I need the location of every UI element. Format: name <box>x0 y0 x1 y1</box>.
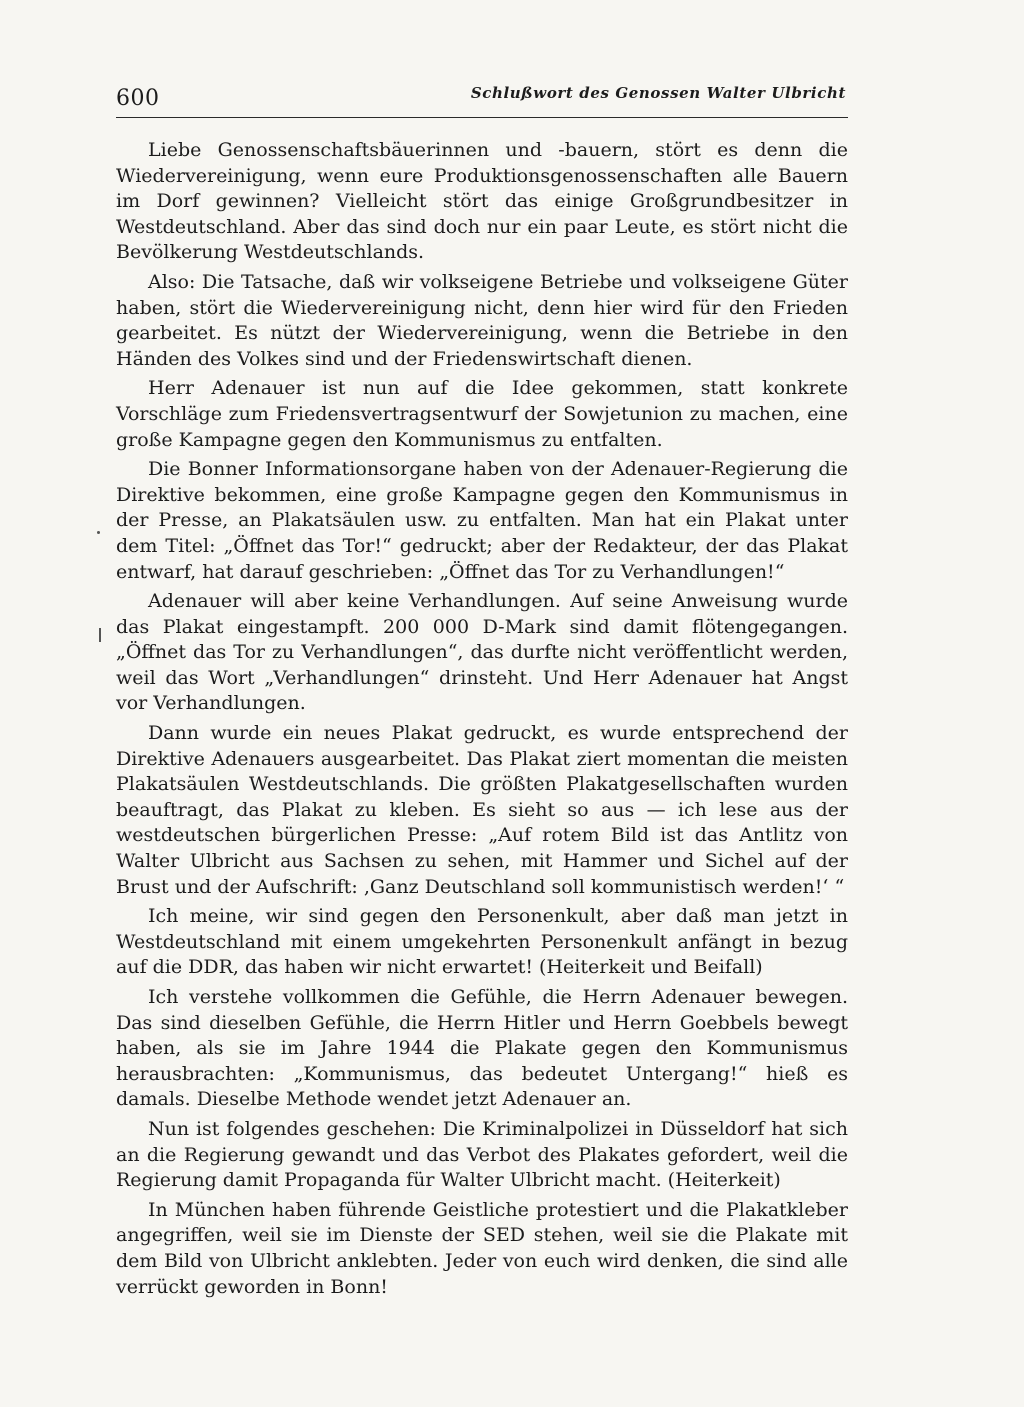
paragraph: In München haben führende Geistliche protestiert und die Plakatkleber angegriffen, weil sie im Dienste der SED stehen, weil sie die Plakate mit dem Bild von Ulbricht anklebten. Jeder von euch wird denken, die sind alle verrückt geworden in Bonn! <box>116 1198 848 1298</box>
page-header <box>116 82 848 112</box>
body-text <box>116 138 848 1304</box>
paragraph: Liebe Genossenschaftsbäuerinnen und -bauern, stört es denn die Wiedervereinigung, wenn eure Produktionsgenossenschaften alle Bauern im Dorf gewinnen? Vielleicht stört das einige Großgrundbesitzer in Westdeutschland. Aber das sind doch nur ein paar Leute, es stört nicht die Bevölkerung Westdeutschlands. <box>116 139 848 264</box>
scan-tick <box>99 628 101 642</box>
paragraph: Adenauer will aber keine Verhandlungen. Auf seine Anweisung wurde das Plakat eingestampft. 200 000 D-Mark sind damit flötengegangen. „Öffnet das Tor zu Verhandlungen“, das durfte nicht veröffentlicht werden, weil das Wort „Verhandlungen“ drinsteht. Und Herr Adenauer hat Angst vor Verhandlungen. <box>116 590 848 715</box>
paragraph: Ich meine, wir sind gegen den Personenkult, aber daß man jetzt in Westdeutschland mit einem umgekehrten Personenkult anfängt in bezug auf die DDR, das haben wir nicht erwartet! (Heiterkeit und Beifall) <box>116 905 848 979</box>
paragraph: Ich verstehe vollkommen die Gefühle, die Herrn Adenauer bewegen. Das sind dieselben Gefühle, die Herrn Hitler und Herrn Goebbels bewegt haben, als sie im Jahre 1944 die Plakate gegen den Kommunismus herausbrachten: „Kommunismus, das bedeutet Untergang!“ hieß es damals. Dieselbe Methode wendet jetzt Adenauer an. <box>116 986 848 1111</box>
page-number: 600 <box>116 86 160 111</box>
paragraph: Also: Die Tatsache, daß wir volkseigene Betriebe und volkseigene Güter haben, stört die Wiedervereinigung nicht, denn hier wird für den Frieden gearbeitet. Es nützt der Wiedervereinigung, wenn die Betriebe in den Händen des Volkes sind und der Friedenswirtschaft dienen. <box>116 270 848 370</box>
header-rule <box>116 117 848 118</box>
scan-dot <box>97 531 100 534</box>
paragraph: Nun ist folgendes geschehen: Die Kriminalpolizei in Düsseldorf hat sich an die Regierung gewandt und das Verbot des Plakates gefordert, weil die Regierung damit Propaganda für Walter Ulbricht macht. (Heiterkeit) <box>116 1117 848 1192</box>
paragraph: Herr Adenauer ist nun auf die Idee gekommen, statt konkrete Vorschläge zum Friedensvertragsentwurf der Sowjetunion zu machen, eine große Kampagne gegen den Kommunismus zu entfalten. <box>116 377 848 451</box>
running-head: Schlußwort des Genossen Walter Ulbricht <box>470 84 846 102</box>
paragraph: Dann wurde ein neues Plakat gedruckt, es wurde entsprechend der Direktive Adenauers ausgearbeitet. Das Plakat ziert momentan die meisten Plakatsäulen Westdeutschlands. Die größten Plakatgesellschaften wurden beauftragt, das Plakat zu kleben. Es sieht so aus — ich lese aus der westdeutschen bürgerlichen Presse: „Auf rotem Bild ist das Antlitz von Walter Ulbricht aus Sachsen zu sehen, mit Hammer und Sichel auf der Brust und der Aufschrift: ‚Ganz Deutschland soll kommunistisch werden!‘ “ <box>116 722 848 898</box>
paragraph: Die Bonner Informationsorgane haben von der Adenauer-Regierung die Direktive bekommen, eine große Kampagne gegen den Kommunismus in der Presse, an Plakatsäulen usw. zu entfalten. Man hat ein Plakat unter dem Titel: „Öffnet das Tor!“ gedruckt; aber der Redakteur, der das Plakat entwarf, hat darauf geschrieben: „Öffnet das Tor zu Verhandlungen!“ <box>116 458 848 583</box>
